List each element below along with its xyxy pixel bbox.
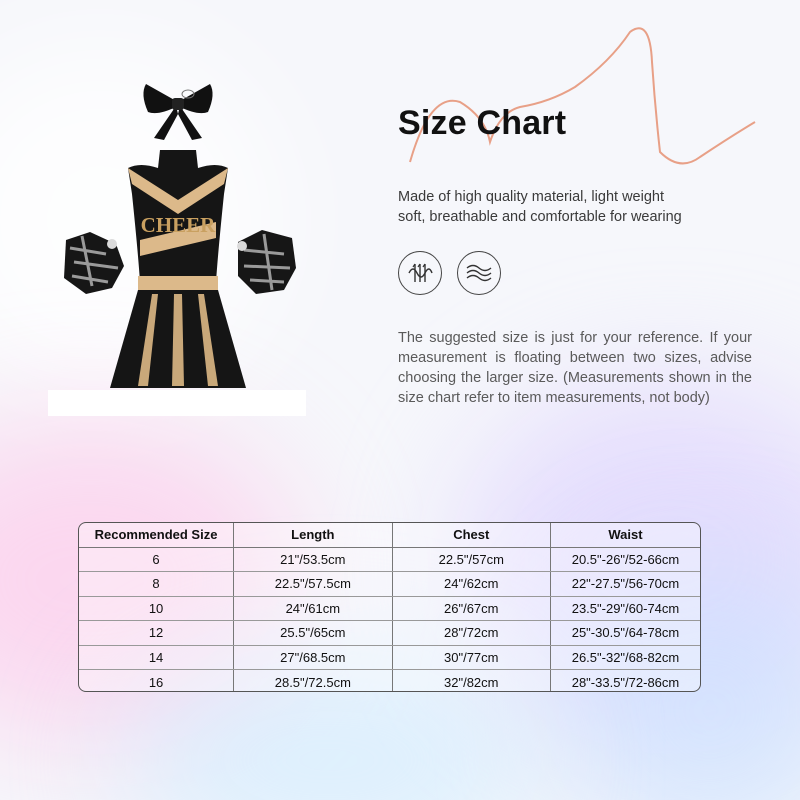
product-image — [48, 72, 306, 416]
header-recommended-size: Recommended Size — [79, 523, 234, 547]
pom-pom-left-icon — [64, 232, 124, 294]
product-description — [398, 187, 728, 227]
table-row — [79, 596, 700, 621]
breathable-fabric-icon — [398, 251, 442, 295]
cell-length: 27"/68.5cm — [234, 645, 392, 670]
cell-chest: 24"/62cm — [392, 572, 550, 597]
cell-length: 21"/53.5cm — [234, 547, 392, 572]
cell-length: 24"/61cm — [234, 596, 392, 621]
cell-chest: 28"/72cm — [392, 621, 550, 646]
cell-chest: 30"/77cm — [392, 645, 550, 670]
sizing-note: The suggested size is just for your reference. If your measurement is floating between two sizes, advise choosing the larger size. (Measurements shown in the size chart refer to item measurements, not body) — [398, 330, 752, 406]
cell-length: 25.5"/65cm — [234, 621, 392, 646]
description-line-1: Made of high quality material, light weight — [398, 189, 664, 205]
table-row — [79, 547, 700, 572]
cell-waist: 23.5"-29"/60-74cm — [550, 596, 700, 621]
table-row — [79, 645, 700, 670]
cell-size: 8 — [79, 572, 234, 597]
table-header-row — [79, 523, 700, 547]
cheer-text: CHEER — [140, 213, 216, 237]
header-length: Length — [234, 523, 392, 547]
cell-waist: 25"-30.5"/64-78cm — [550, 621, 700, 646]
cell-waist: 26.5"-32"/68-82cm — [550, 645, 700, 670]
cell-waist: 28"-33.5"/72-86cm — [571, 674, 680, 690]
description-line-2: soft, breathable and comfortable for wearing — [398, 209, 682, 225]
hair-bow-icon — [143, 84, 212, 140]
size-chart-table — [78, 522, 701, 692]
header-chest: Chest — [392, 523, 550, 547]
cell-chest: 26"/67cm — [392, 596, 550, 621]
cell-size: 14 — [79, 645, 234, 670]
table-row — [79, 670, 700, 693]
feature-icons — [398, 251, 501, 295]
cell-chest: 22.5"/57cm — [392, 547, 550, 572]
table-row — [79, 621, 700, 646]
decorative-curve — [390, 22, 770, 182]
soft-wave-icon — [457, 251, 501, 295]
cell-size: 6 — [79, 547, 234, 572]
cell-length: 22.5"/57.5cm — [234, 572, 392, 597]
pom-pom-right-icon — [237, 230, 296, 294]
cell-size: 16 — [79, 670, 234, 693]
cell-size: 12 — [79, 621, 234, 646]
table-row — [79, 572, 700, 597]
cell-chest: 32"/82cm — [392, 670, 550, 693]
page-title: Size Chart — [398, 104, 567, 142]
cheer-dress-icon — [110, 150, 246, 388]
cell-size: 10 — [79, 596, 234, 621]
cell-waist: 22"-27.5"/56-70cm — [550, 572, 700, 597]
header-waist: Waist — [550, 523, 700, 547]
cell-length: 28.5"/72.5cm — [234, 670, 392, 693]
cell-waist: 20.5"-26"/52-66cm — [550, 547, 700, 572]
